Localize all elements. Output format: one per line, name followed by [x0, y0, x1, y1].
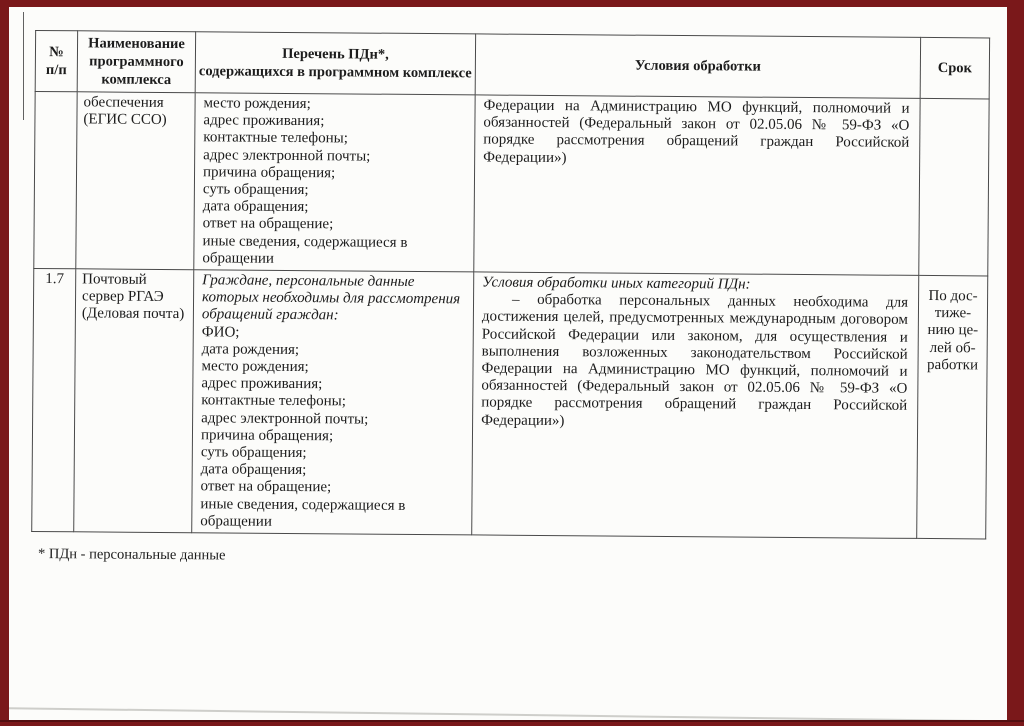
term-cell: По дос- тиже- нию це- лей об- работки	[917, 275, 988, 539]
processing-conditions	[474, 95, 920, 276]
pdn-item: суть обращения;	[200, 444, 307, 462]
pdn-list	[194, 93, 475, 272]
pdn-item: адрес электронной почты;	[203, 146, 371, 165]
page-edge-shadow	[9, 707, 1007, 720]
pdn-intro: Граждане, персональные данные которых необходимы для рассмотрения обращений граждан:	[201, 272, 461, 324]
pdn-item: ответ на обращение;	[202, 215, 334, 233]
pdn-item: ФИО;	[201, 323, 240, 341]
header-num: № п/п	[35, 30, 77, 91]
conditions-intro: Условия обработки иных категорий ПДн:	[482, 274, 751, 293]
pdn-item: причина обращения;	[202, 164, 336, 182]
pdn-item: место рождения;	[201, 358, 309, 376]
pdn-item: место рождения;	[203, 95, 311, 113]
pdn-item: адрес проживания;	[201, 375, 323, 393]
row-number: 1.7	[32, 268, 76, 531]
table-header-row	[35, 30, 989, 98]
pdn-item: адрес проживания;	[203, 112, 325, 130]
pdn-item: дата обращения;	[200, 461, 307, 479]
pdn-item: иные сведения, содержащиеся в обращении	[202, 232, 408, 267]
pdn-item: контактные телефоны;	[201, 392, 346, 410]
conditions-text: – обработка персональных данных необходима для достижения целей, предусмотренных международным договором Российской Федерации или законом, для осуществления и выполнения возложенных законодательством Российской Федерации на Администрацию МО функций, полномочий и обязанностей (Федеральный закон от 02.05.06 № 59-ФЗ «О порядке рассмотрения обращений граждан Российской Федерации»)	[481, 291, 909, 429]
program-name: обеспечения (ЕГИС ССО)	[76, 92, 195, 270]
pdn-item: контактные телефоны;	[203, 129, 349, 147]
pdn-item: иные сведения, содержащиеся в обращении	[200, 495, 406, 530]
term-cell	[919, 98, 989, 276]
pdn-item: причина обращения;	[200, 427, 334, 445]
row-number	[34, 91, 77, 268]
scan-skew-wrapper	[9, 30, 1007, 571]
pdn-list	[192, 270, 474, 535]
pdn-item: дата рождения;	[201, 341, 300, 358]
scan-artifact-line	[23, 12, 24, 120]
header-pdn-list: Перечень ПДн*, содержащихся в программном комплексе	[195, 32, 475, 95]
processing-conditions	[472, 272, 919, 539]
pdn-item: дата обращения;	[202, 198, 309, 216]
paper-sheet	[9, 7, 1007, 720]
footnote: * ПДн - персональные данные	[37, 546, 226, 564]
table-row	[34, 91, 989, 276]
header-term: Срок	[920, 37, 989, 99]
pdn-item: адрес электронной почты;	[201, 409, 369, 428]
header-conditions: Условия обработки	[475, 34, 920, 98]
pdn-item: суть обращения;	[202, 181, 309, 199]
bottom-border-shade	[0, 720, 1024, 722]
header-program-name: Наименование программного комплекса	[77, 31, 195, 93]
pdn-items	[202, 95, 468, 269]
program-name: Почтовый сервер РГАЭ (Деловая почта)	[74, 269, 194, 533]
pdn-items	[200, 324, 467, 533]
conditions-text: Федерации на Администрацию МО функций, полномочий и обязанностей (Федеральный закон от 02.05.06 № 59-ФЗ «О порядке рассмотрения обращений граждан Российской Федерации»)	[483, 97, 910, 166]
pdn-item: ответ на обращение;	[200, 478, 332, 496]
pdn-processing-table	[31, 30, 990, 540]
table-row	[32, 268, 988, 539]
